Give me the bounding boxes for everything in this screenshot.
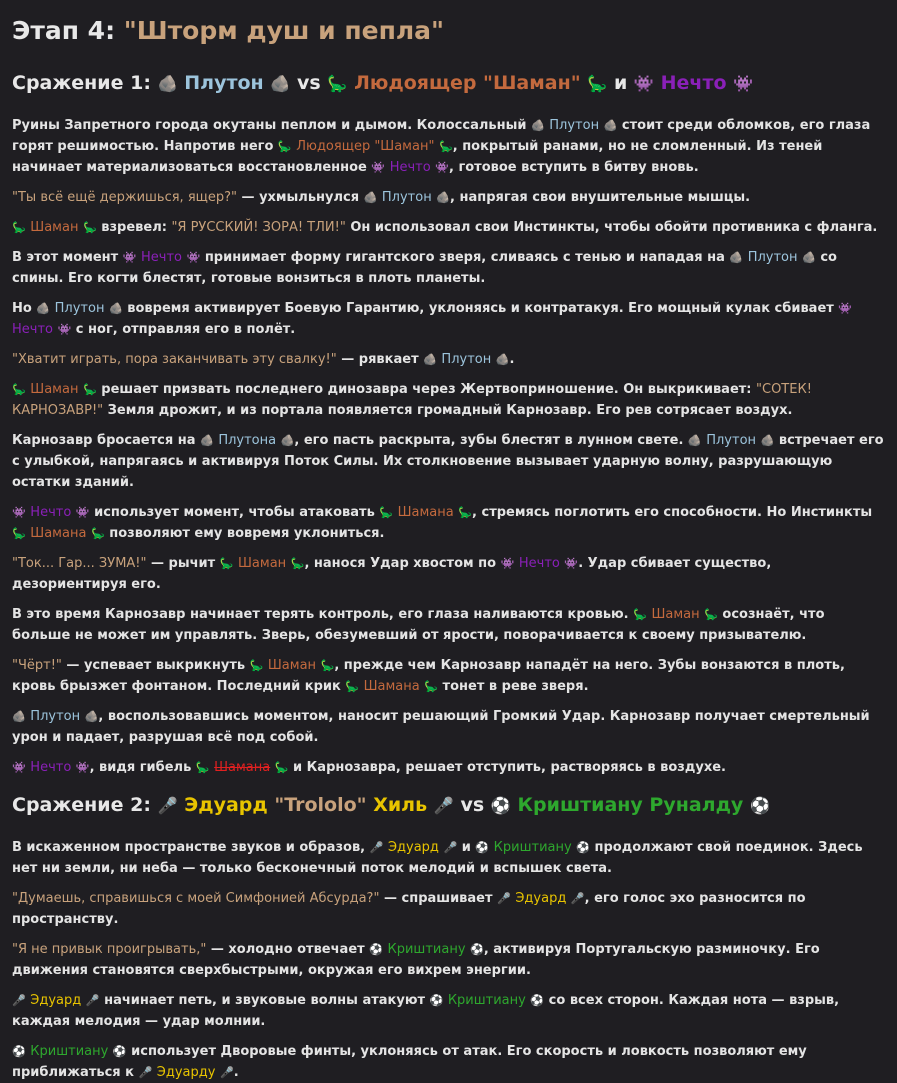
dino-icon: 🦕 [195, 761, 210, 774]
nechto-name: Нечто [12, 322, 53, 337]
text: — холодно отвечает [206, 942, 370, 957]
text: вовремя активирует Боевую Гарантию, уклоняясь и контратакуя. Его мощный кулак сбивает [122, 301, 839, 316]
text: , покрытый ранами, но не сломленный. Из теней начинает материализоваться восстановленное [12, 139, 823, 175]
text: принимает форму гигантского зверя, сливаясь с тенью и нападая на [200, 250, 730, 265]
dino-icon: 🦕 [82, 221, 97, 234]
text: начинает петь, и звуковые волны атакуют [99, 993, 430, 1008]
pluton-name: Плутон [54, 301, 105, 316]
rock-icon: 🪨 [200, 434, 214, 447]
alien-icon: 👾 [12, 506, 26, 519]
dino-icon: 🦕 [345, 680, 360, 693]
shaman-name-strikethrough: Шамана [214, 760, 271, 775]
text: решает призвать последнего динозавра через Жертвоприношение. Он выкрикивает: [96, 382, 757, 397]
text: , готовое вступить в битву вновь. [448, 160, 699, 175]
text: использует Дворовые финты, уклоняясь от атак. Его скорость и ловкость позволяют ему приближаться к [12, 1044, 807, 1080]
dino-icon: 🦕 [82, 383, 97, 396]
dino-icon: 🦕 [320, 659, 335, 672]
text: тонет в реве зверя. [438, 679, 589, 694]
alien-icon: 👾 [75, 761, 90, 774]
quote: "Думаешь, справишься с моей Симфонией Абсурда?" [12, 891, 380, 906]
text: Он использовал свои Инстинкты, чтобы обойти противника с фланга. [345, 220, 878, 235]
dino-icon: 🦕 [290, 557, 305, 570]
dino-icon: 🦕 [438, 140, 453, 153]
paragraph [12, 247, 885, 289]
text: . Удар сбивает существо, дезориентируя его. [12, 556, 772, 592]
paragraph [12, 939, 885, 981]
rock-icon: 🪨 [760, 434, 775, 447]
eduard-name: Эдуард [184, 794, 268, 816]
battle2-heading-prefix: Сражение 2: [12, 794, 158, 816]
pluton-name: Плутон [184, 72, 264, 94]
ball-icon: ⚽ [490, 796, 511, 815]
text: встречает его с улыбкой, напрягаясь и активируя Поток Силы. Их столкновение вызывает ударную волну, разрушающую остатки зданий. [12, 433, 884, 490]
alien-icon: 👾 [733, 74, 754, 93]
paragraph [12, 298, 885, 340]
text: с ног, отправляя его в полёт. [71, 322, 296, 337]
alien-icon: 👾 [500, 557, 515, 570]
ball-icon: ⚽ [429, 994, 444, 1007]
rock-icon: 🪨 [436, 191, 451, 204]
ball-icon: ⚽ [112, 1045, 127, 1058]
alien-icon: 👾 [633, 74, 655, 93]
text: стоит среди обломков, его глаза горят решимостью. Напротив него [12, 118, 871, 154]
dino-icon: 🦕 [219, 557, 234, 570]
dino-icon: 🦕 [277, 140, 292, 153]
mic-icon: 🎤 [138, 1066, 153, 1079]
rock-icon: 🪨 [603, 119, 618, 132]
text: , воспользовавшись моментом, наносит решающий Громкий Удар. Карнозавр получает смертельный урон и падает, разрушая всё под собой. [12, 709, 870, 745]
rock-icon: 🪨 [687, 434, 702, 447]
dino-icon: 🦕 [424, 680, 439, 693]
mic-icon: 🎤 [497, 892, 511, 905]
text: использует момент, чтобы атаковать [89, 505, 380, 520]
text: , его голос эхо разносится по пространству. [12, 891, 806, 927]
ball-icon: ⚽ [369, 943, 383, 956]
shaman-name: Шаман [267, 658, 317, 673]
dino-icon: 🦕 [379, 506, 394, 519]
rock-icon: 🪨 [495, 353, 510, 366]
nechto-name: Нечто [660, 72, 727, 94]
nechto-name: Нечто [389, 160, 431, 175]
mic-icon: 🎤 [12, 994, 26, 1007]
alien-icon: 👾 [838, 302, 853, 315]
shaman-name: Людоящер "Шаман" [354, 72, 581, 94]
paragraph [12, 757, 885, 778]
shaman-name: Шаман [238, 556, 287, 571]
ball-icon: ⚽ [12, 1045, 26, 1058]
text: . [509, 352, 515, 367]
text: позволяют ему вовремя уклониться. [104, 526, 385, 541]
text: В искаженном пространстве звуков и образов, [12, 840, 370, 855]
alien-icon: 👾 [12, 761, 26, 774]
ball-icon: ⚽ [530, 994, 545, 1007]
quote: "Я не привык проигрывать," [12, 942, 207, 957]
cris-name: Криштиану [30, 1044, 109, 1059]
text: со всех сторон. Каждая нота — взрыв, каждая мелодия — удар молнии. [12, 993, 840, 1029]
rock-icon: 🪨 [363, 191, 378, 204]
pluton-name: Плутон [549, 118, 600, 133]
ball-icon: ⚽ [576, 841, 590, 854]
eduard-name: Эдуард [515, 891, 567, 906]
paragraph [12, 990, 885, 1032]
page-title [12, 14, 885, 48]
alien-icon: 👾 [435, 161, 449, 174]
paragraph [12, 379, 885, 421]
text: и Карнозавра, решает отступить, растворяясь в воздухе. [288, 760, 726, 775]
pluton-name: Плутон [30, 709, 81, 724]
quote: "Чёрт!" [12, 658, 62, 673]
shaman-name: Шаман [651, 607, 700, 622]
text: , нанося Удар хвостом по [304, 556, 501, 571]
text: . [233, 1065, 239, 1080]
shaman-name: Шаман [30, 382, 79, 397]
text: — ухмыльнулся [237, 190, 364, 205]
cris-name: Криштиану [447, 993, 526, 1008]
dino-icon: 🦕 [12, 221, 26, 234]
text: , напрягая свои внушительные мышцы. [450, 190, 751, 205]
alien-icon: 👾 [75, 506, 90, 519]
dino-icon: 🦕 [12, 383, 26, 396]
nechto-name: Нечто [518, 556, 560, 571]
text: , видя гибель [89, 760, 196, 775]
battle2-heading [12, 792, 885, 819]
eduard-name: Эдуард [387, 840, 439, 855]
mic-icon: 🎤 [433, 796, 454, 815]
text: В этот момент [12, 250, 123, 265]
text: осознаёт, что больше не может им управлять. Зверь, обезумевший от ярости, поворачивается к своему призывателю. [12, 607, 825, 643]
paragraph [12, 553, 885, 595]
vs-label: vs [453, 794, 491, 816]
eduard-nickname: "Trololo" [267, 794, 374, 816]
paragraph [12, 430, 885, 493]
pluton-name: Плутон [706, 433, 757, 448]
cris-name: Криштиану [493, 840, 572, 855]
rock-icon: 🪨 [280, 434, 295, 447]
text: , его пасть раскрыта, зубы блестят в лунном свете. [294, 433, 688, 448]
paragraph [12, 604, 885, 646]
text: Руины Запретного города окутаны пеплом и дымом. Колоссальный [12, 118, 531, 133]
nechto-name: Нечто [141, 250, 182, 265]
dino-icon: 🦕 [458, 506, 473, 519]
cris-name: Криштиану [387, 942, 466, 957]
pluton-name: Плутона [218, 433, 277, 448]
alien-icon: 👾 [57, 323, 72, 336]
rock-icon: 🪨 [729, 251, 744, 264]
text: , активируя Португальскую разминочку. Его движения становятся сверхбыстрыми, окружая его вихрем энергии. [12, 942, 820, 978]
paragraph [12, 187, 885, 208]
shaman-name: Шаман [30, 220, 79, 235]
shaman-name: Шамана [397, 505, 454, 520]
shaman-name: Шамана [30, 526, 87, 541]
ball-icon: ⚽ [749, 796, 771, 815]
paragraph [12, 1041, 885, 1083]
dino-icon: 🦕 [633, 608, 647, 621]
rock-icon: 🪨 [530, 119, 545, 132]
paragraph [12, 655, 885, 697]
rock-icon: 🪨 [84, 710, 99, 723]
text: Но [12, 301, 37, 316]
text: — спрашивает [379, 891, 498, 906]
paragraph [12, 115, 885, 178]
ball-icon: ⚽ [470, 943, 484, 956]
quote: "Хватит играть, пора заканчивать эту свалку!" [12, 352, 337, 367]
rock-icon: 🪨 [423, 353, 437, 366]
rock-icon: 🪨 [270, 74, 291, 93]
battle1-heading [12, 70, 885, 97]
quote: "Ты всё ещё держишься, ящер?" [12, 190, 238, 205]
dino-icon: 🦕 [249, 659, 264, 672]
paragraph [12, 349, 885, 370]
alien-icon: 👾 [122, 251, 137, 264]
mic-icon: 🎤 [570, 892, 585, 905]
mic-icon: 🎤 [157, 796, 178, 815]
eduard-name: Эдуард [30, 993, 82, 1008]
vs-label: vs [290, 72, 328, 94]
alien-icon: 👾 [564, 557, 579, 570]
text: — успевает выкрикнуть [61, 658, 250, 673]
rock-icon: 🪨 [36, 302, 51, 315]
text: В это время Карнозавр начинает терять контроль, его глаза наливаются кровью. [12, 607, 634, 622]
eduard-name: Эдуарду [156, 1065, 216, 1080]
eduard-surname: Хиль [373, 794, 428, 816]
text: — рявкает [336, 352, 424, 367]
quote: "Ток... Гар... ЗУМА!" [12, 556, 147, 571]
shaman-name: Людоящер "Шаман" [296, 139, 435, 154]
text: со спины. Его когти блестят, готовые вонзиться в плоть планеты. [12, 250, 837, 286]
mic-icon: 🎤 [220, 1066, 234, 1079]
dino-icon: 🦕 [90, 527, 105, 540]
text: Карнозавр бросается на [12, 433, 201, 448]
alien-icon: 👾 [186, 251, 201, 264]
alien-icon: 👾 [371, 161, 386, 174]
text: взревел: [96, 220, 172, 235]
dino-icon: 🦕 [327, 74, 348, 93]
pluton-name: Плутон [441, 352, 492, 367]
pluton-name: Плутон [381, 190, 432, 205]
pluton-name: Плутон [747, 250, 798, 265]
text: , прежде чем Карнозавр нападёт на него. Зубы вонзаются в плоть, кровь брызжет фонтаном. Последний крик [12, 658, 845, 694]
dino-icon: 🦕 [587, 74, 608, 93]
quote: "Я РУССКИЙ! ЗОРА! ТЛИ!" [171, 220, 346, 235]
paragraph [12, 837, 885, 879]
paragraph [12, 888, 885, 930]
rock-icon: 🪨 [802, 251, 816, 264]
dino-icon: 🦕 [12, 527, 26, 540]
text: , стремясь поглотить его способности. Но Инстинкты [472, 505, 873, 520]
and-label: и [607, 72, 634, 94]
title-name: "Шторм душ и пепла" [123, 16, 445, 45]
mic-icon: 🎤 [369, 841, 384, 854]
ball-icon: ⚽ [475, 841, 490, 854]
rock-icon: 🪨 [108, 302, 123, 315]
mic-icon: 🎤 [443, 841, 458, 854]
rock-icon: 🪨 [12, 710, 26, 723]
cris-name: Криштиану Руналду [517, 794, 744, 816]
quote: "СОТЕК! КАРНОЗАВР!" [12, 382, 812, 418]
paragraph [12, 217, 885, 238]
text: — рычит [146, 556, 220, 571]
paragraph [12, 502, 885, 544]
shaman-name: Шамана [363, 679, 420, 694]
battle1-heading-prefix: Сражение 1: [12, 72, 158, 94]
dino-icon: 🦕 [704, 608, 718, 621]
title-prefix: Этап 4: [12, 16, 124, 45]
nechto-name: Нечто [30, 760, 72, 775]
nechto-name: Нечто [30, 505, 72, 520]
text: и [457, 840, 476, 855]
text: Земля дрожит, и из портала появляется громадный Карнозавр. Его рев сотрясает воздух. [103, 403, 793, 418]
dino-icon: 🦕 [274, 761, 289, 774]
rock-icon: 🪨 [157, 74, 178, 93]
paragraph [12, 706, 885, 748]
mic-icon: 🎤 [85, 994, 100, 1007]
text: продолжают свой поединок. Здесь нет ни земли, ни неба — только бесконечный поток мелодий и вспышек света. [12, 840, 863, 876]
